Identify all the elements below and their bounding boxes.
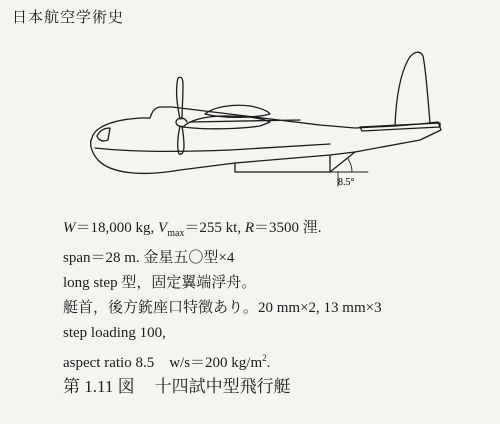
spec-line-step: long step 型，固定翼端浮舟。	[63, 275, 257, 291]
weight-variable: W	[63, 220, 76, 236]
horizontal-tail	[360, 123, 440, 131]
area-superscript: 2	[262, 353, 267, 363]
propeller-blade-upper	[177, 77, 183, 119]
flying-boat-side-view	[0, 40, 500, 220]
flying-boat-figure	[0, 40, 500, 220]
hull-chine	[95, 144, 330, 151]
keel-angle-label: 8.5°	[338, 177, 355, 188]
aspect-ratio-text: aspect ratio 8.5 w/s＝200 kg/m	[63, 355, 263, 371]
figure-number: 第 1.11 図	[63, 377, 135, 396]
spec-line-armament: 艇首，後方銃座口特徴あり。20 mm×2, 13 mm×3	[63, 300, 382, 316]
speed-subscript: max	[167, 228, 185, 239]
vertical-tail	[395, 52, 430, 126]
hull-step	[235, 155, 330, 172]
angle-reference-arc	[348, 159, 352, 172]
figure-caption	[63, 372, 291, 397]
spec-line-step-loading: step loading 100,	[63, 325, 166, 341]
specification-text	[63, 216, 493, 376]
hull-outline	[91, 107, 441, 173]
aspect-ratio-end: .	[266, 355, 271, 371]
range-variable: R	[244, 220, 254, 236]
running-header: 日本航空学術史	[12, 8, 125, 26]
spec-line-performance	[63, 216, 493, 246]
weight-value: ＝18,000 kg,	[75, 220, 159, 236]
propeller-blade-lower	[178, 126, 184, 154]
figure-title: 十四試中型飛行艇	[154, 377, 291, 396]
speed-value: ＝255 kt,	[184, 220, 245, 236]
range-value: ＝3500 浬.	[254, 220, 322, 236]
speed-variable: V	[158, 220, 168, 236]
nose-glazing	[97, 128, 110, 141]
spec-line-span: span＝28 m. 金星五〇型×4	[63, 250, 235, 266]
